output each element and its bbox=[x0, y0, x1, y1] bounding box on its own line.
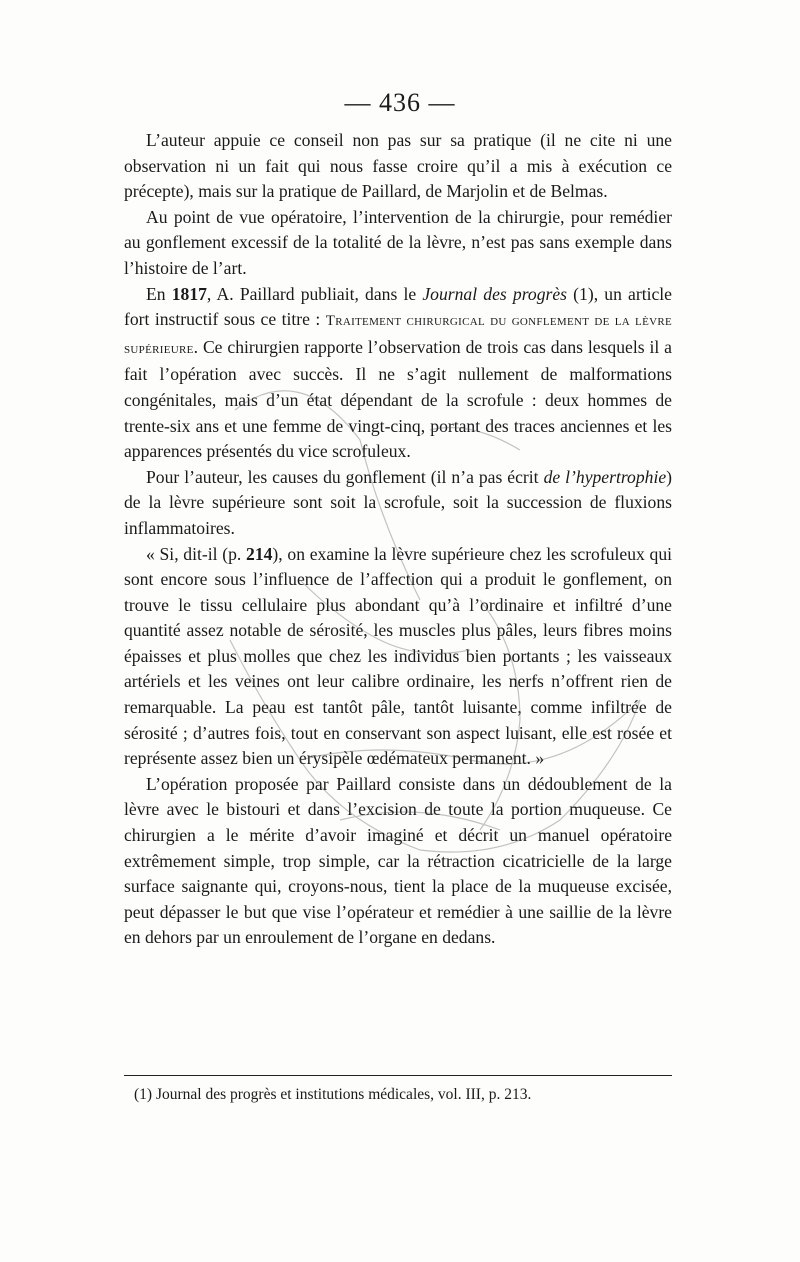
footnote-rule bbox=[124, 1075, 672, 1076]
footnote: (1) Journal des progrès et institutions médicales, vol. III, p. 213. bbox=[134, 1086, 532, 1103]
p3-after-journal: (1), un article fort instructif sous ce titre : bbox=[124, 283, 672, 330]
paragraph-3 bbox=[124, 282, 672, 465]
p4-italic: de l’hypertrophie bbox=[543, 466, 667, 487]
paragraph-1: L’auteur appuie ce conseil non pas sur sa pratique (il ne cite ni une observation ni un fait qui nous fasse croire qu’il a mis à exécution ce précepte), mais sur la pratique de Paillard, de Marjolin et de Belmas. bbox=[124, 130, 672, 202]
body-text bbox=[124, 128, 672, 951]
p5-before-page: « Si, dit-il (p. bbox=[146, 543, 247, 564]
page-number: — 436 — bbox=[344, 88, 456, 117]
paragraph-2: Au point de vue opératoire, l’intervention de la chirurgie, pour remédier au gonflement excessif de la totalité de la lèvre, n’est pas sans exemple dans l’histoire de l’art. bbox=[124, 206, 672, 278]
article-title: Traitement chirurgical du gonflement de la lèvre supérieure bbox=[124, 313, 672, 357]
p3-year: 1817 bbox=[171, 283, 207, 304]
paragraph-5 bbox=[124, 542, 672, 772]
p4-before-italic: Pour l’auteur, les causes du gonflement (il n’a pas écrit bbox=[146, 466, 544, 487]
p5-after-page: ), on examine la lèvre supérieure chez les scrofuleux qui sont encore sous l’influence de l’affection qui a produit le gonflement, on trouve le tissu cellulaire plus abondant qu’à l’ordinaire et infiltré d’une quantité assez notable de sérosité, les muscles plus pâles, leurs fibres moins épaisses et plus molles que chez les individus bien portants ; les vaisseaux artériels et les veines ont leur calibre ordinaire, les nerfs n’offrent rien de remarquable. La peau est tantôt pâle, tantôt luisante, comme infiltrée de sérosité ; d’autres fois, tout en conservant son aspect luisant, elle est rosée et représente assez bien un érysipèle œdémateux permanent. » bbox=[124, 543, 672, 769]
paragraph-6: L’opération proposée par Paillard consiste dans un dédoublement de la lèvre avec le bistouri et dans l’excision de toute la portion muqueuse. Ce chirurgien a le mérite d’avoir imaginé et décrit un manuel opératoire extrêmement simple, trop simple, car la rétraction cicatricielle de la large surface saignante qui, croyons-nous, tient la place de la muqueuse excisée, peut dépasser le but que vise l’opérateur et remédier à une saillie de la lèvre en dehors par un enroulement de l’organe en dedans. bbox=[124, 773, 672, 948]
p3-before-year: En bbox=[146, 283, 172, 304]
journal-title: Journal des progrès bbox=[422, 283, 567, 304]
p5-page-ref: 214 bbox=[246, 543, 273, 564]
p4-after-italic: ) de la lèvre supérieure sont soit la scrofule, soit la succession de fluxions inflammatoires. bbox=[124, 466, 672, 538]
paragraph-4 bbox=[124, 465, 672, 542]
p3-after-year: , A. Paillard publiait, dans le bbox=[206, 283, 423, 304]
p3-after-title: . Ce chirurgien rapporte l’observation de trois cas dans lesquels il a fait l’opération avec succès. Il ne s’agit nullement de malformations congénitales, mais d’un état dépendant de la scrofule : deux hommes de trente-six ans et une femme de vingt-cinq, portant des traces anciennes et les apparences présentés du vice scrofuleux. bbox=[124, 336, 672, 462]
